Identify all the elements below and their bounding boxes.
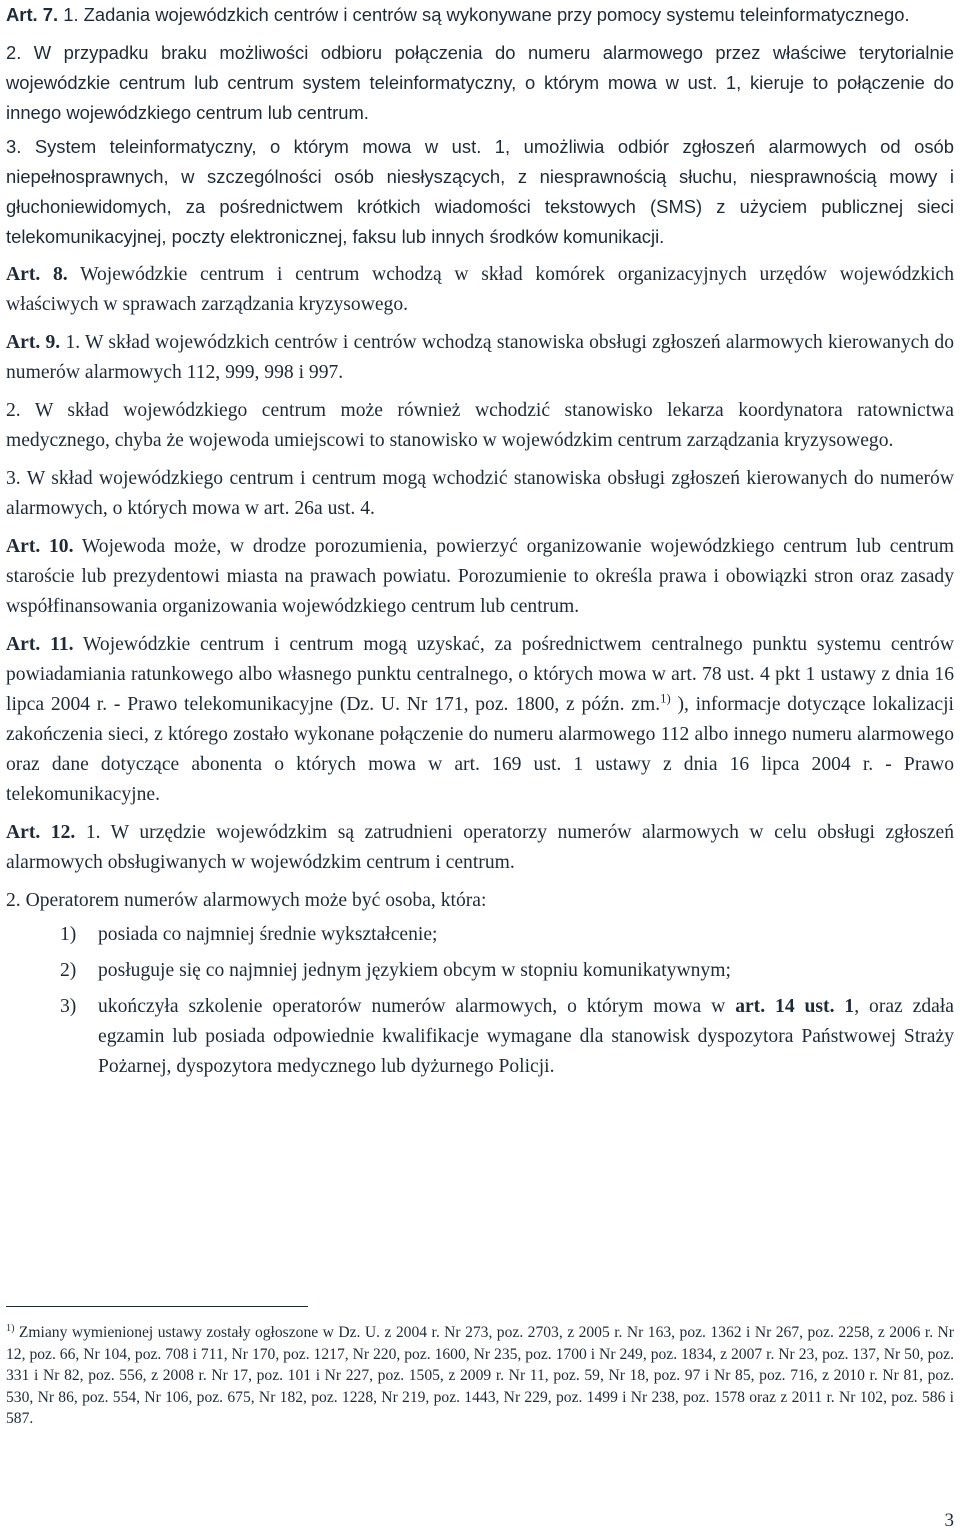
art10-paragraph: Art. 10. Wojewoda może, w drodze porozumienia, powierzyć organizowanie wojewódzkiego centrum lub centrum staroście lub prezydentowi miasta na prawach powiatu. Porozumienie to określa prawa i obowiązki stron oraz zasady współfinansowania organizowania wojewódzkiego centrum lub centrum.	[6, 536, 954, 617]
art11-paragraph: Art. 11. Wojewódzkie centrum i centrum mogą uzyskać, za pośrednictwem centralnego punktu systemu centrów powiadamiania ratunkowego albo własnego punktu centralnego, o których mowa w art. 78 ust. 4 pkt 1 ustawy z dnia 16 lipca 2004 r. - Prawo telekomunikacyjne (Dz. U. Nr 171, poz. 1800, z późn. zm.$^{1)}$ ), informacje dotyczące lokalizacji zakończenia sieci, z którego zostało wykonane połączenie do numeru alarmowego 112 albo innego numeru alarmowego oraz dane dotyczące abonenta o których mowa w art. 169 ust. 1 ustawy z dnia 16 lipca 2004 r. - Prawo telekomunikacyjne.	[6, 634, 954, 805]
list-item: 3) ukończyła szkolenie operatorów numerów alarmowych, o którym mowa w art. 14 ust. 1, oraz zdała egzamin lub posiada odpowiednie kwalifikacje wymagane dla stanowisk dyspozytora Państwowej Straży Pożarnej, dyspozytora medycznego lub dyżurnego Policji.	[60, 996, 954, 1077]
art9-paragraph-1: Art. 9. 1. W skład wojewódzkich centrów i centrów wchodzą stanowiska obsługi zgłoszeń alarmowych kierowanych do numerów alarmowych 112, 999, 998 i 997.	[6, 332, 954, 383]
art7-label: Art. 7.	[6, 4, 59, 25]
list-item: 2) posługuje się co najmniej jednym językiem obcym w stopniu komunikatywnym;	[60, 960, 731, 981]
art9-paragraph-2: 2. W skład wojewódzkiego centrum może również wchodzić stanowisko lekarza koordynatora ratownictwa medycznego, chyba że wojewoda umiejscowi to stanowisko w wojewódzkim centrum zarządzania kryzysowego.	[6, 400, 954, 451]
footnote-separator	[6, 1306, 308, 1307]
art8-label: Art. 8.	[6, 264, 68, 285]
list-item: 1) posiada co najmniej średnie wykształcenie;	[60, 924, 438, 945]
art11-label: Art. 11.	[6, 634, 74, 655]
article-reference: art. 14 ust. 1	[735, 996, 855, 1017]
art9-paragraph-3: 3. W skład wojewódzkiego centrum i centrum mogą wchodzić stanowiska obsługi zgłoszeń kierowanych do numerów alarmowych, o których mowa w art. 26a ust. 4.	[6, 468, 954, 519]
art7-paragraph-3: 3. System teleinformatyczny, o którym mowa w ust. 1, umożliwia odbiór zgłoszeń alarmowych od osób niepełnosprawnych, w szczególności osób niesłyszących, z niesprawnością słuchu, niesprawnością mowy i głuchoniewidomych, za pośrednictwem krótkich wiadomości tekstowych (SMS) z użyciem publicznej sieci telekomunikacyjnej, poczty elektronicznej, faksu lub innych środków komunikacji.	[6, 136, 954, 247]
footnote-1: $^{1)}$ Zmiany wymienionej ustawy zostały ogłoszone w Dz. U. z 2004 r. Nr 273, poz. 2703, z 2005 r. Nr 163, poz. 1362 i Nr 267, poz. 2258, z 2006 r. Nr 12, poz. 66, Nr 104, poz. 708 i 711, Nr 170, poz. 1217, Nr 220, poz. 1600, Nr 235, poz. 1700 i Nr 249, poz. 1834, z 2007 r. Nr 23, poz. 137, Nr 50, poz. 331 i Nr 82, poz. 556, z 2008 r. Nr 17, poz. 101 i Nr 227, poz. 1505, z 2009 r. Nr 11, poz. 59, Nr 18, poz. 97 i Nr 85, poz. 716, z 2010 r. Nr 81, poz. 530, Nr 86, poz. 554, Nr 106, poz. 675, Nr 182, poz. 1228, Nr 219, poz. 1443, Nr 229, poz. 1499 i Nr 238, poz. 1578 oraz z 2011 r. Nr 102, poz. 586 i 587.	[6, 1322, 954, 1428]
requirements-list	[6, 920, 954, 1082]
page-number: 3	[944, 1510, 954, 1531]
document-body	[6, 0, 954, 1088]
art7-paragraph-1: Art. 7. 1. Zadania wojewódzkich centrów i centrów są wykonywane przy pomocy systemu teleinformatycznego.	[6, 4, 910, 25]
art12-paragraph-2: 2. Operatorem numerów alarmowych może być osoba, która:	[6, 890, 487, 911]
art8-paragraph: Art. 8. Wojewódzkie centrum i centrum wchodzą w skład komórek organizacyjnych urzędów wojewódzkich właściwych w sprawach zarządzania kryzysowego.	[6, 264, 955, 315]
art12-paragraph-1: Art. 12. 1. W urzędzie wojewódzkim są zatrudnieni operatorzy numerów alarmowych w celu obsługi zgłoszeń alarmowych obsługiwanych w wojewódzkim centrum i centrum.	[6, 822, 954, 873]
art10-label: Art. 10.	[6, 536, 74, 557]
footnote-mark: 1)	[6, 1322, 15, 1334]
art9-label: Art. 9.	[6, 332, 61, 353]
footnotes	[6, 1322, 954, 1430]
art7-paragraph-2: 2. W przypadku braku możliwości odbioru połączenia do numeru alarmowego przez właściwe terytorialnie wojewódzkie centrum lub centrum system teleinformatyczny, o którym mowa w ust. 1, kieruje to połączenie do innego wojewódzkiego centrum lub centrum.	[6, 42, 954, 123]
art12-label: Art. 12.	[6, 822, 76, 843]
footnote-reference: 1)	[660, 691, 671, 706]
